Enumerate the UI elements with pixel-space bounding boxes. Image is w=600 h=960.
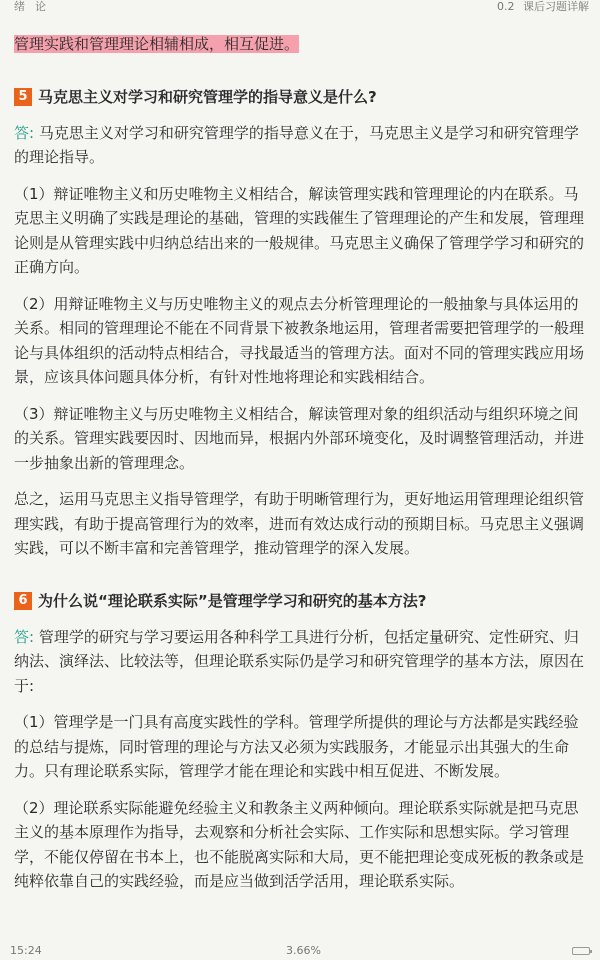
answer-paragraph: （2）理论联系实际能避免经验主义和教条主义两种倾向。理论联系实际就是把马克思主义的基本原理作为指导，去观察和分析社会实际、工作实际和思想实际。学习管理学，不能仅停留在书本上，也不能脱离实际和大局，更不能把理论变成死板的教条或是纯粹依靠自己的实践经验，而是应当做到活学活用，理论联系实际。 [14, 798, 585, 890]
question-text: 为什么说“理论联系实际”是管理学学习和研究的基本方法? [38, 591, 427, 610]
chapter-title: 绪论 [14, 0, 56, 13]
page-number: 0.2 [497, 0, 515, 13]
answer-label: 答: [14, 627, 35, 646]
answer-paragraph: （1）管理学是一门具有高度实践性的学科。管理学所提供的理论与方法都是实践经验的总结与提炼，同时管理的理论与方法又必须为实践服务，才能显示出其强大的生命力。只有理论联系实际，管理学才能在理论和实践中相互促进、不断发展。 [14, 713, 579, 780]
reading-progress: 3.66% [286, 944, 321, 957]
answer-intro [14, 625, 586, 699]
question-6-heading [14, 589, 586, 613]
question-5-heading [14, 85, 586, 109]
question-text: 马克思主义对学习和研究管理学的指导意义是什么? [38, 87, 377, 106]
question-number-badge: 5 [14, 88, 32, 106]
section-title: 课后习题详解 [523, 0, 589, 13]
answer-label: 答: [14, 123, 35, 142]
answer-paragraph: （2）用辩证唯物主义与历史唯物主义的观点去分析管理理论的一般抽象与具体运用的关系。相同的管理理论不能在不同背景下被教条地运用，管理者需要把管理学的一般理论与具体组织的活动特点相结合，寻找最适当的管理方法。面对不同的管理实践应用场景，应该具体问题具体分析，有针对性地将理论和实践相结合。 [14, 294, 585, 386]
answer-intro [14, 121, 586, 170]
clock: 15:24 [10, 944, 42, 957]
answer-paragraph: （1）辩证唯物主义和历史唯物主义相结合，解读管理实践和管理理论的内在联系。马克思主义明确了实践是理论的基础，管理的实践催生了管理理论的产生和发展，管理理论则是从管理实践中归纳总结出来的一般规律。马克思主义确保了管理学学习和研究的正确方向。 [14, 184, 585, 276]
question-number-badge: 6 [14, 592, 32, 610]
answer-paragraph: （3）辩证唯物主义与历史唯物主义相结合，解读管理对象的组织活动与组织环境之间的关系。管理实践要因时、因地而异，根据内外部环境变化，及时调整管理活动，并进一步抽象出新的管理理念。 [14, 404, 585, 472]
highlighted-sentence[interactable] [14, 32, 586, 57]
highlight-mark: 管理实践和管理理论相辅相成，相互促进。 [14, 35, 300, 53]
page-content [14, 30, 586, 894]
reader-status-bar [0, 942, 600, 960]
answer-paragraph: 总之，运用马克思主义指导管理学，有助于明晰管理行为，更好地运用管理理论组织管理实践，有助于提高管理行为的效率，进而有效达成行动的预期目标。马克思主义强调实践，可以不断丰富和完善管理学，推动管理学的深入发展。 [14, 490, 585, 557]
battery-icon [572, 947, 590, 955]
reader-header [0, 0, 600, 14]
answer-intro-text: 管理学的研究与学习要运用各种科学工具进行分析，包括定量研究、定性研究、归纳法、演绎法、比较法等，但理论联系实际仍是学习和研究管理学的基本方法，原因在于: [14, 627, 585, 695]
answer-intro-text: 马克思主义对学习和研究管理学的指导意义在于，马克思主义是学习和研究管理学的理论指导。 [14, 123, 579, 166]
